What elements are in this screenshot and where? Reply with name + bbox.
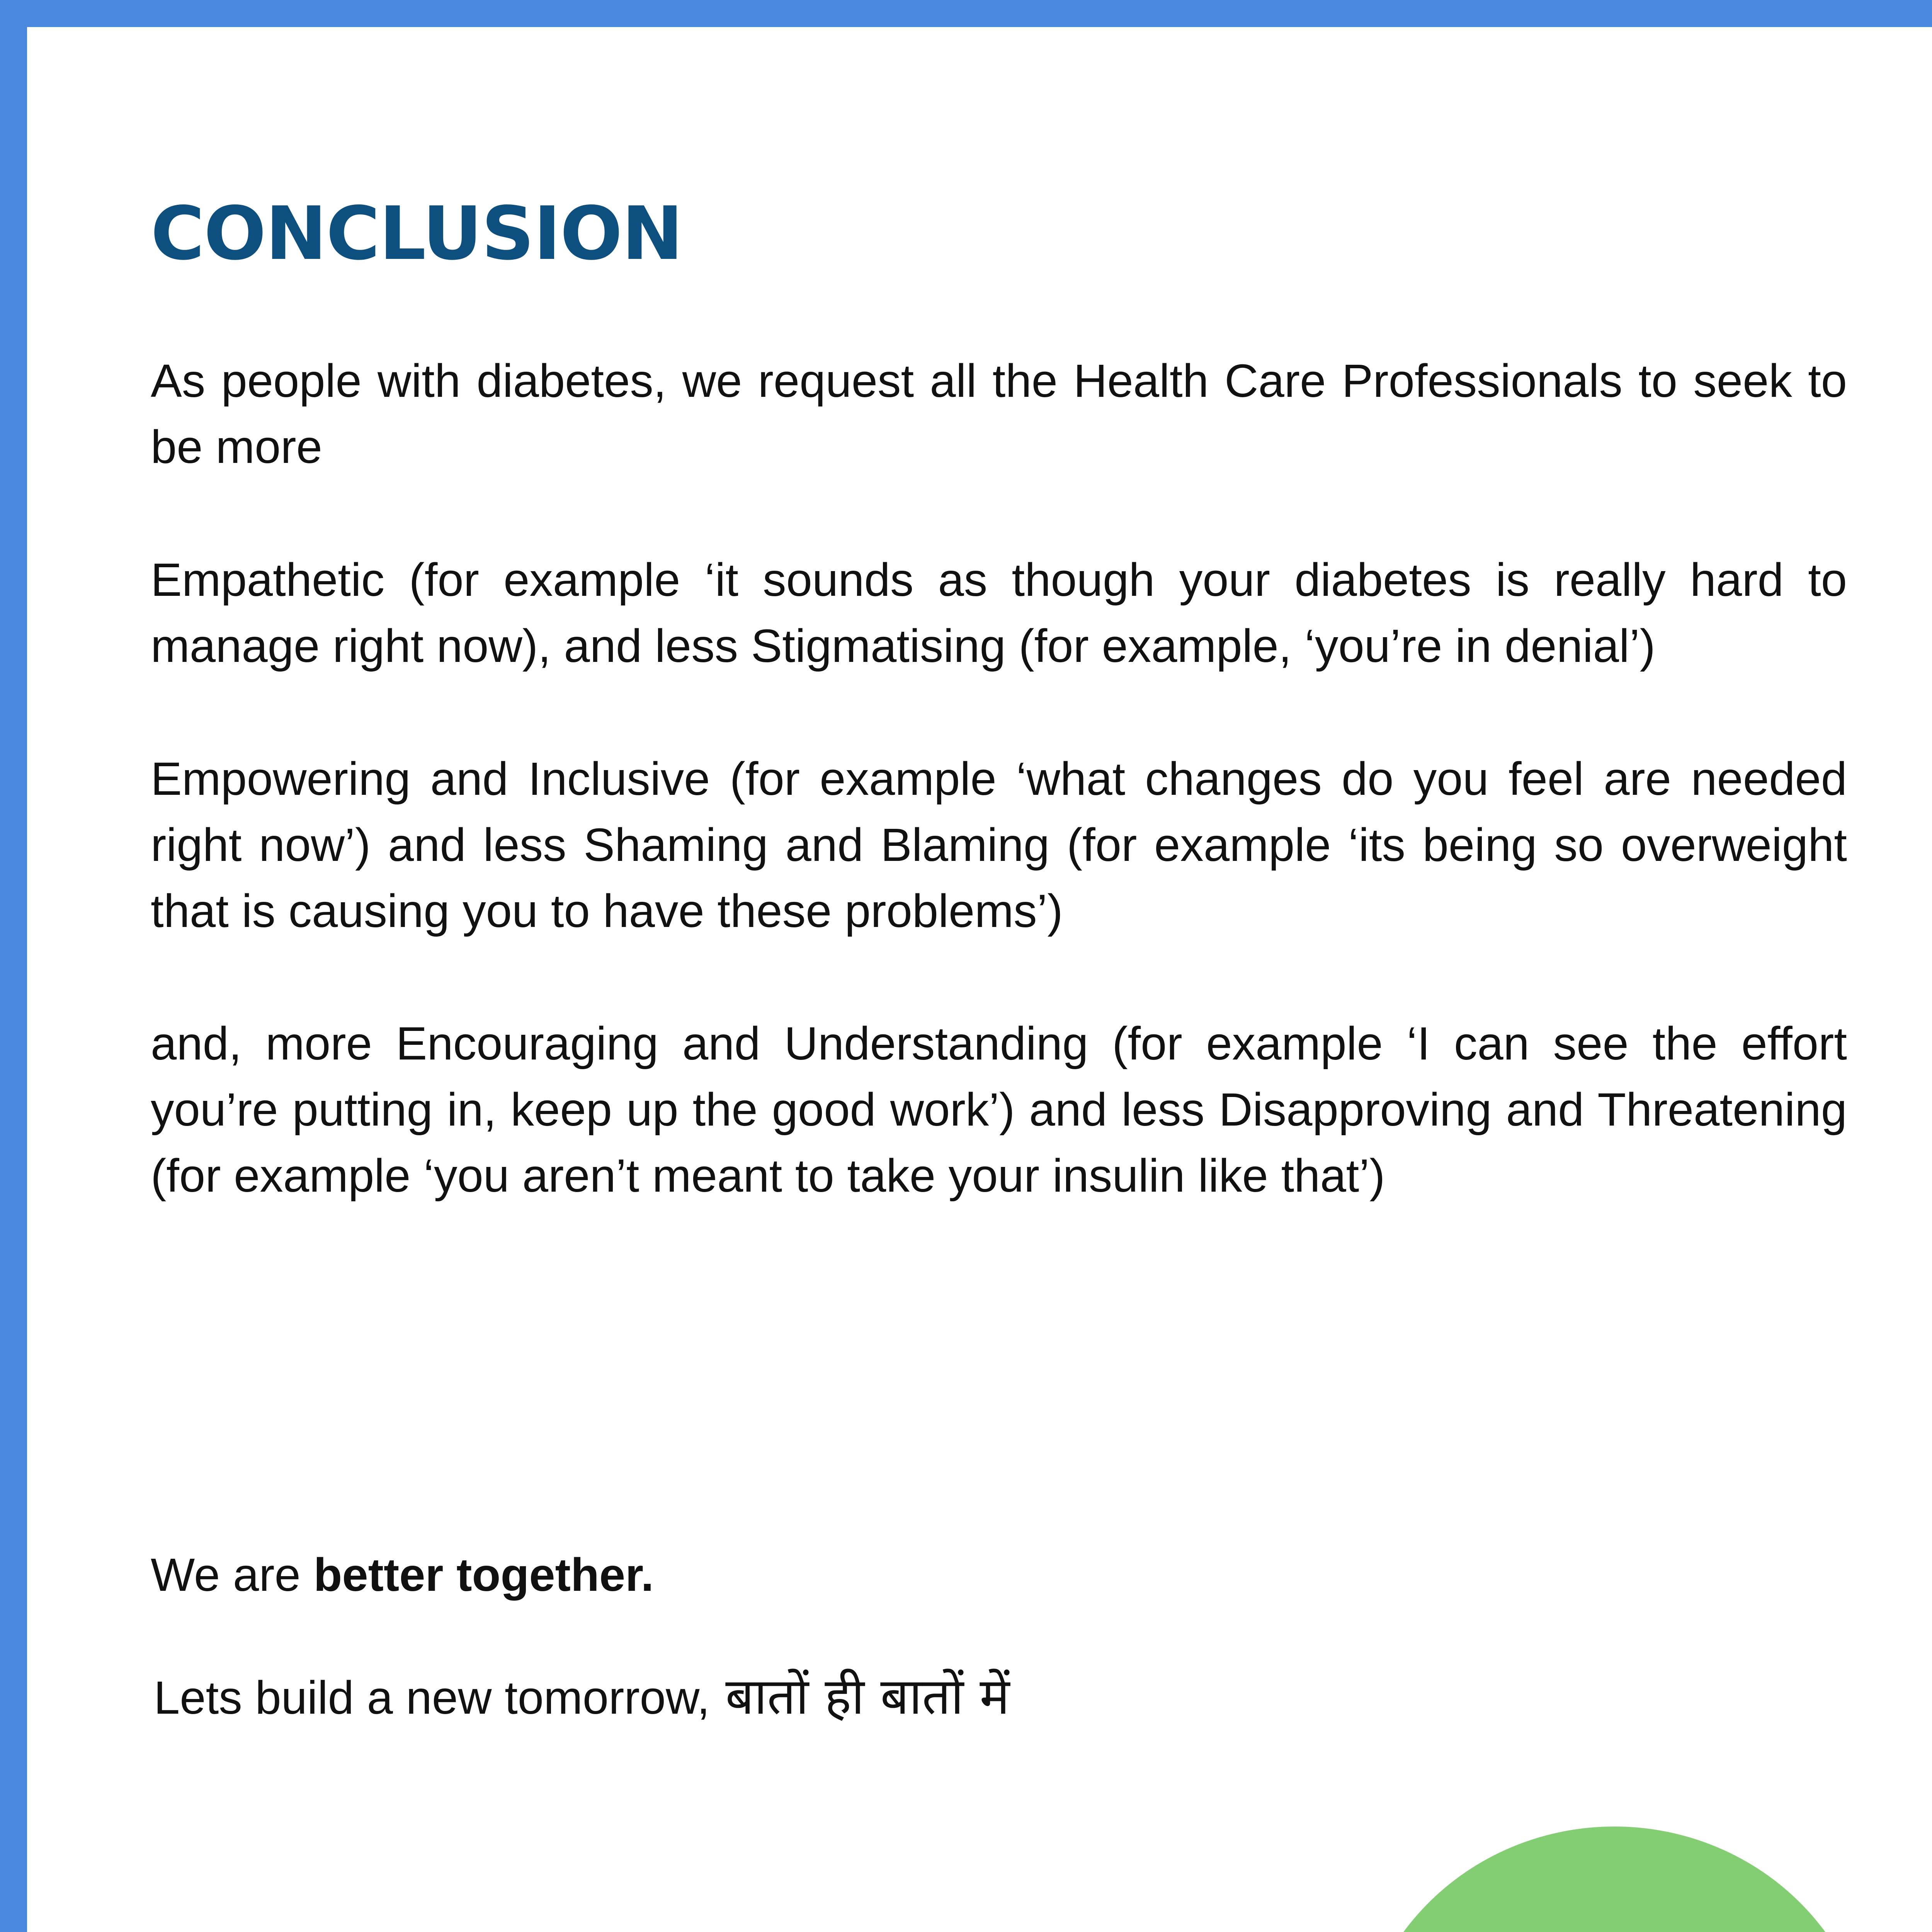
intro-paragraph: As people with diabetes, we request all the Health Care Professionals to seek to be more xyxy=(151,354,1847,473)
together-prefix: We are xyxy=(151,1548,314,1601)
speech-bubble-green-icon xyxy=(1355,1827,1873,1932)
empathetic-paragraph: Empathetic (for example ‘it sounds as though your diabetes is really hard to manage right now), and less Stigmatising (for example, ‘you’re in denial’) xyxy=(151,553,1847,672)
document-page xyxy=(27,27,1932,1932)
hindi-tagline: बातों ही बातों में xyxy=(725,1667,1010,1726)
page-title: CONCLUSION xyxy=(151,191,683,276)
speech-bubbles-illustration xyxy=(27,27,1932,1932)
tomorrow-text: Lets build a new tomorrow, xyxy=(154,1671,710,1724)
empowering-paragraph: Empowering and Inclusive (for example ‘what changes do you feel are needed right now’) and less Shaming and Blaming (for example ‘its being so overweight that is causing you to have these problems’) xyxy=(151,752,1847,937)
together-bold: better together. xyxy=(313,1548,654,1601)
encouraging-paragraph: and, more Encouraging and Understanding (for example ‘I can see the effort you’re putting in, keep up the good work’) and less Disapproving and Threatening (for example ‘you aren’t meant to take your insulin like that’) xyxy=(151,1017,1847,1202)
